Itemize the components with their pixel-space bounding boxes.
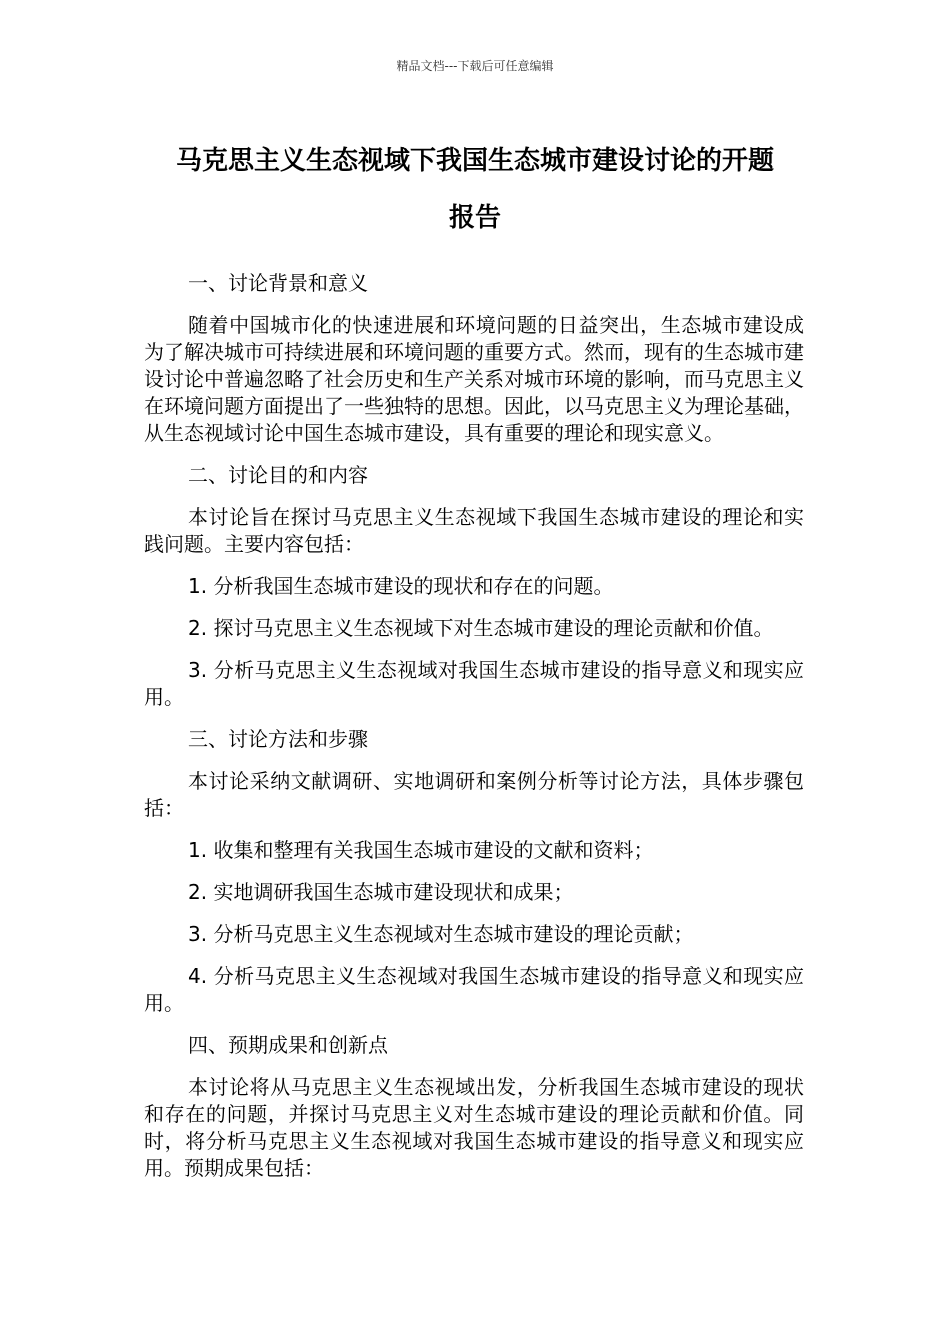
paragraph-methods: 本讨论采纳文献调研、实地调研和案例分析等讨论方法，具体步骤包括：	[144, 769, 804, 820]
list-item: 2. 实地调研我国生态城市建设现状和成果；	[188, 880, 574, 904]
document-title	[120, 133, 830, 247]
section-heading-outcomes: 四、预期成果和创新点	[188, 1033, 388, 1057]
title-line-1: 马克思主义生态视域下我国生态城市建设讨论的开题	[175, 146, 774, 176]
page-header: 精品文档---下载后可任意编辑	[396, 59, 554, 73]
list-item: 2. 探讨马克思主义生态视域下对生态城市建设的理论贡献和价值。	[188, 616, 774, 640]
section-heading-purpose: 二、讨论目的和内容	[188, 463, 368, 487]
paragraph-background: 随着中国城市化的快速进展和环境问题的日益突出，生态城市建设成为了解决城市可持续进展和环境问题的重要方式。然而，现有的生态城市建设讨论中普遍忽略了社会历史和生产关系对城市环境的影响，而马克思主义在环境问题方面提出了一些独特的思想。因此，以马克思主义为理论基础，从生态视域讨论中国生态城市建设，具有重要的理论和现实意义。	[144, 313, 804, 445]
list-item: 3. 分析马克思主义生态视域对生态城市建设的理论贡献；	[188, 922, 694, 946]
section-heading-background: 一、讨论背景和意义	[188, 271, 368, 295]
list-item: 4. 分析马克思主义生态视域对我国生态城市建设的指导意义和现实应用。	[144, 964, 804, 1015]
paragraph-purpose: 本讨论旨在探讨马克思主义生态视域下我国生态城市建设的理论和实践问题。主要内容包括：	[144, 505, 804, 556]
list-item: 1. 收集和整理有关我国生态城市建设的文献和资料；	[188, 838, 654, 862]
section-heading-methods: 三、讨论方法和步骤	[188, 727, 368, 751]
title-line-2: 报告	[448, 203, 501, 233]
document-body	[144, 270, 804, 1197]
list-item: 3. 分析马克思主义生态视域对我国生态城市建设的指导意义和现实应用。	[144, 658, 804, 709]
paragraph-outcomes: 本讨论将从马克思主义生态视域出发，分析我国生态城市建设的现状和存在的问题，并探讨马克思主义对生态城市建设的理论贡献和价值。同时，将分析马克思主义生态视域对我国生态城市建设的指导意义和现实应用。预期成果包括：	[144, 1075, 804, 1180]
list-item: 1. 分析我国生态城市建设的现状和存在的问题。	[188, 574, 614, 598]
